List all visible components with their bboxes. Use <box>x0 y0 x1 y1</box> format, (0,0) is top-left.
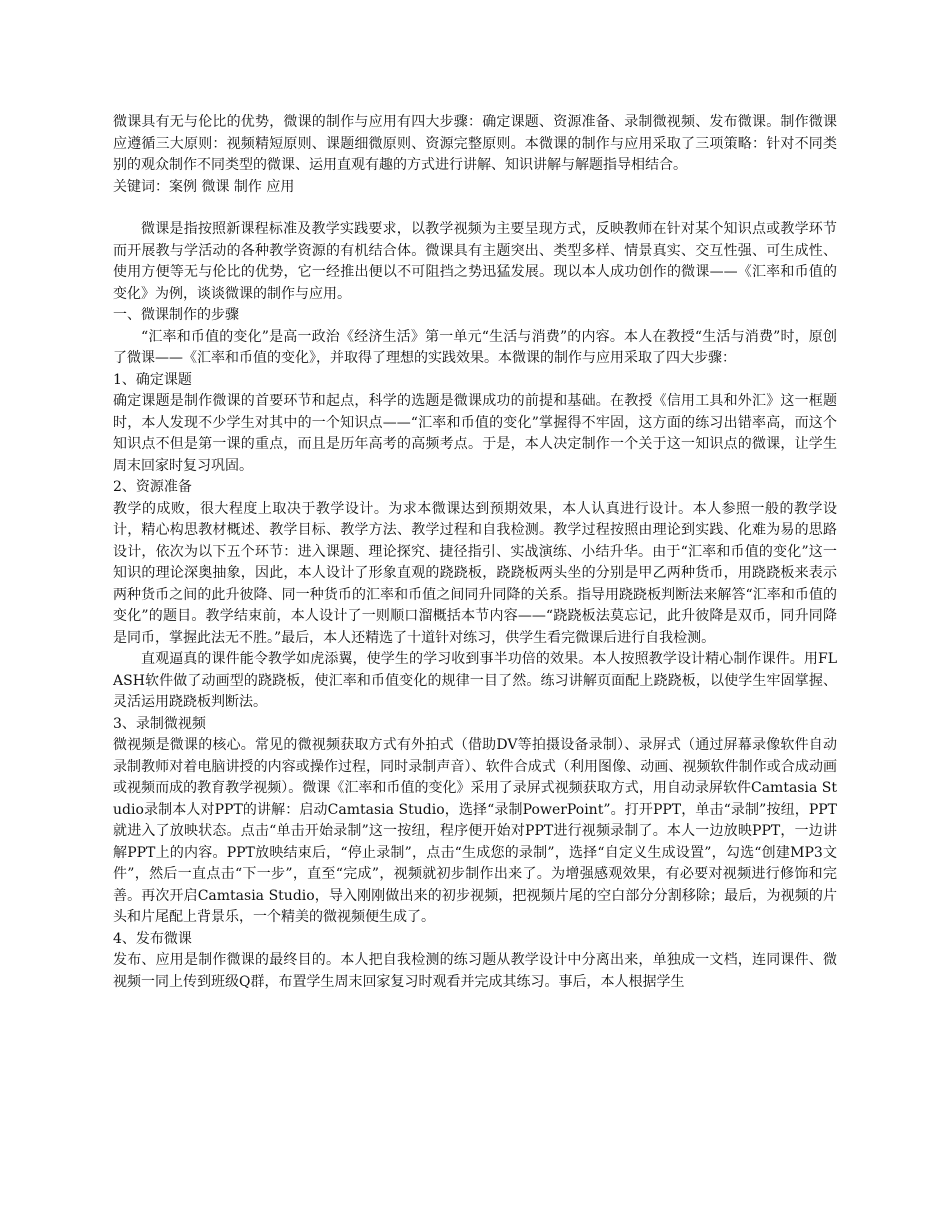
intro-paragraph: 微课是指按照新课程标准及教学实践要求，以教学视频为主要呈现方式，反映教师在针对某个知识点或教学环节而开展教与学活动的各种教学资源的有机结合体。微课具有主题突出、类型多样、情景真实、交互性强、可生成性、使用方便等无与伦比的优势，它一经推出便以不可阻挡之势迅猛发展。现以本人成功创作的微课——《汇率和币值的变化》为例，谈谈微课的制作与应用。 <box>113 221 837 302</box>
step-2-paragraph: 教学的成败，很大程度上取决于教学设计。为求本微课达到预期效果，本人认真进行设计。本人参照一般的教学设计，精心构思教材概述、教学目标、教学方法、教学过程和自我检测。教学过程按照由理论到实践、化难为易的思路设计，依次为以下五个环节：进入课题、理论探究、捷径指引、实战演练、小结升华。由于“汇率和币值的变化”这一知识的理论深奥抽象，因此，本人设计了形象直观的跷跷板，跷跷板两头坐的分别是甲乙两种货币，用跷跷板来表示两种货币之间的此升彼降、同一种货币的汇率和币值之间同升同降的关系。指导用跷跷板判断法来解答“汇率和币值的变化”的题目。教学结束前，本人设计了一则顺口溜概括本节内容——“跷跷板法莫忘记，此升彼降是双币，同升同降是同币，掌握此法无不胜。”最后，本人还精选了十道针对练习，供学生看完微课后进行自我检测。 <box>113 500 837 646</box>
section-1-heading: 一、微课制作的步骤 <box>113 307 239 323</box>
step-3-heading: 3、录制微视频 <box>113 715 206 732</box>
section-1-intro-paragraph: “汇率和币值的变化”是高一政治《经济生活》第一单元“生活与消费”的内容。本人在教授“生活与消费”时，原创了微课——《汇率和币值的变化》，并取得了理想的实践效果。本微课的制作与应用采取了四大步骤： <box>113 328 837 366</box>
step-2-paragraph-2: 直观逼真的课件能令教学如虎添翼，使学生的学习收到事半功倍的效果。本人按照教学设计精心制作课件。用FLASH软件做了动画型的跷跷板，使汇率和币值变化的规律一目了然。练习讲解页面配上跷跷板，以使学生牢固掌握、灵活运用跷跷板判断法。 <box>113 651 837 710</box>
step-2-heading: 2、资源准备 <box>113 479 192 495</box>
step-1-paragraph: 确定课题是制作微课的首要环节和起点，科学的选题是微课成功的前提和基础。在教授《信用工具和外汇》这一框题时，本人发现不少学生对其中的一个知识点——“汇率和币值的变化”掌握得不牢固，这方面的练习出错率高，而这个知识点不但是第一课的重点，而且是历年高考的高频考点。于是，本人决定制作一个关于这一知识点的微课，让学生周末回家时复习巩固。 <box>113 393 837 474</box>
document-page <box>113 112 837 993</box>
abstract-paragraph: 微课具有无与伦比的优势，微课的制作与应用有四大步骤：确定课题、资源准备、录制微视频、发布微课。制作微课应遵循三大原则：视频精短原则、课题细微原则、资源完整原则。本微课的制作与应用采取了三项策略：针对不同类别的观众制作不同类型的微课、运用直观有趣的方式进行讲解、知识讲解与解题指导相结合。 <box>113 114 837 173</box>
keywords-line: 关键词：案例 微课 制作 应用 <box>113 178 295 195</box>
paragraph-gap <box>113 198 837 219</box>
step-3-paragraph: 微视频是微课的核心。常见的微视频获取方式有外拍式（借助DV等拍摄设备录制）、录屏式（通过屏幕录像软件自动录制教师对着电脑讲授的内容或操作过程，同时录制声音）、软件合成式（利用图像、动画、视频软件制作或合成动画或视频而成的教育教学视频）。微课《汇率和币值的变化》采用了录屏式视频获取方式，用自动录屏软件Camtasia Studio录制本人对PPT的讲解：启动Camtasia Studio，选择“录制PowerPoint”。打开PPT，单击“录制”按纽，PPT就进入了放映状态。点击“单击开始录制”这一按纽，程序便开始对PPT进行视频录制了。本人一边放映PPT，一边讲解PPT上的内容。PPT放映结束后，“停止录制”，点击“生成您的录制”，选择“自定义生成设置”，勾选“创建MP3文件”，然后一直点击“下一步”，直至“完成”，视频就初步制作出来了。为增强感观效果，有必要对视频进行修饰和完善。再次开启Camtasia Studio，导入刚刚做出来的初步视频，把视频片尾的空白部分分割移除；最后，为视频的片头和片尾配上背景乐，一个精美的微视频便生成了。 <box>113 737 837 925</box>
step-4-heading: 4、发布微课 <box>113 930 192 947</box>
step-4-paragraph: 发布、应用是制作微课的最终目的。本人把自我检测的练习题从教学设计中分离出来，单独成一文档，连同课件、微视频一同上传到班级Q群，布置学生周末回家复习时观看并完成其练习。事后，本人根据学生 <box>113 952 837 990</box>
step-1-heading: 1、确定课题 <box>113 371 192 388</box>
